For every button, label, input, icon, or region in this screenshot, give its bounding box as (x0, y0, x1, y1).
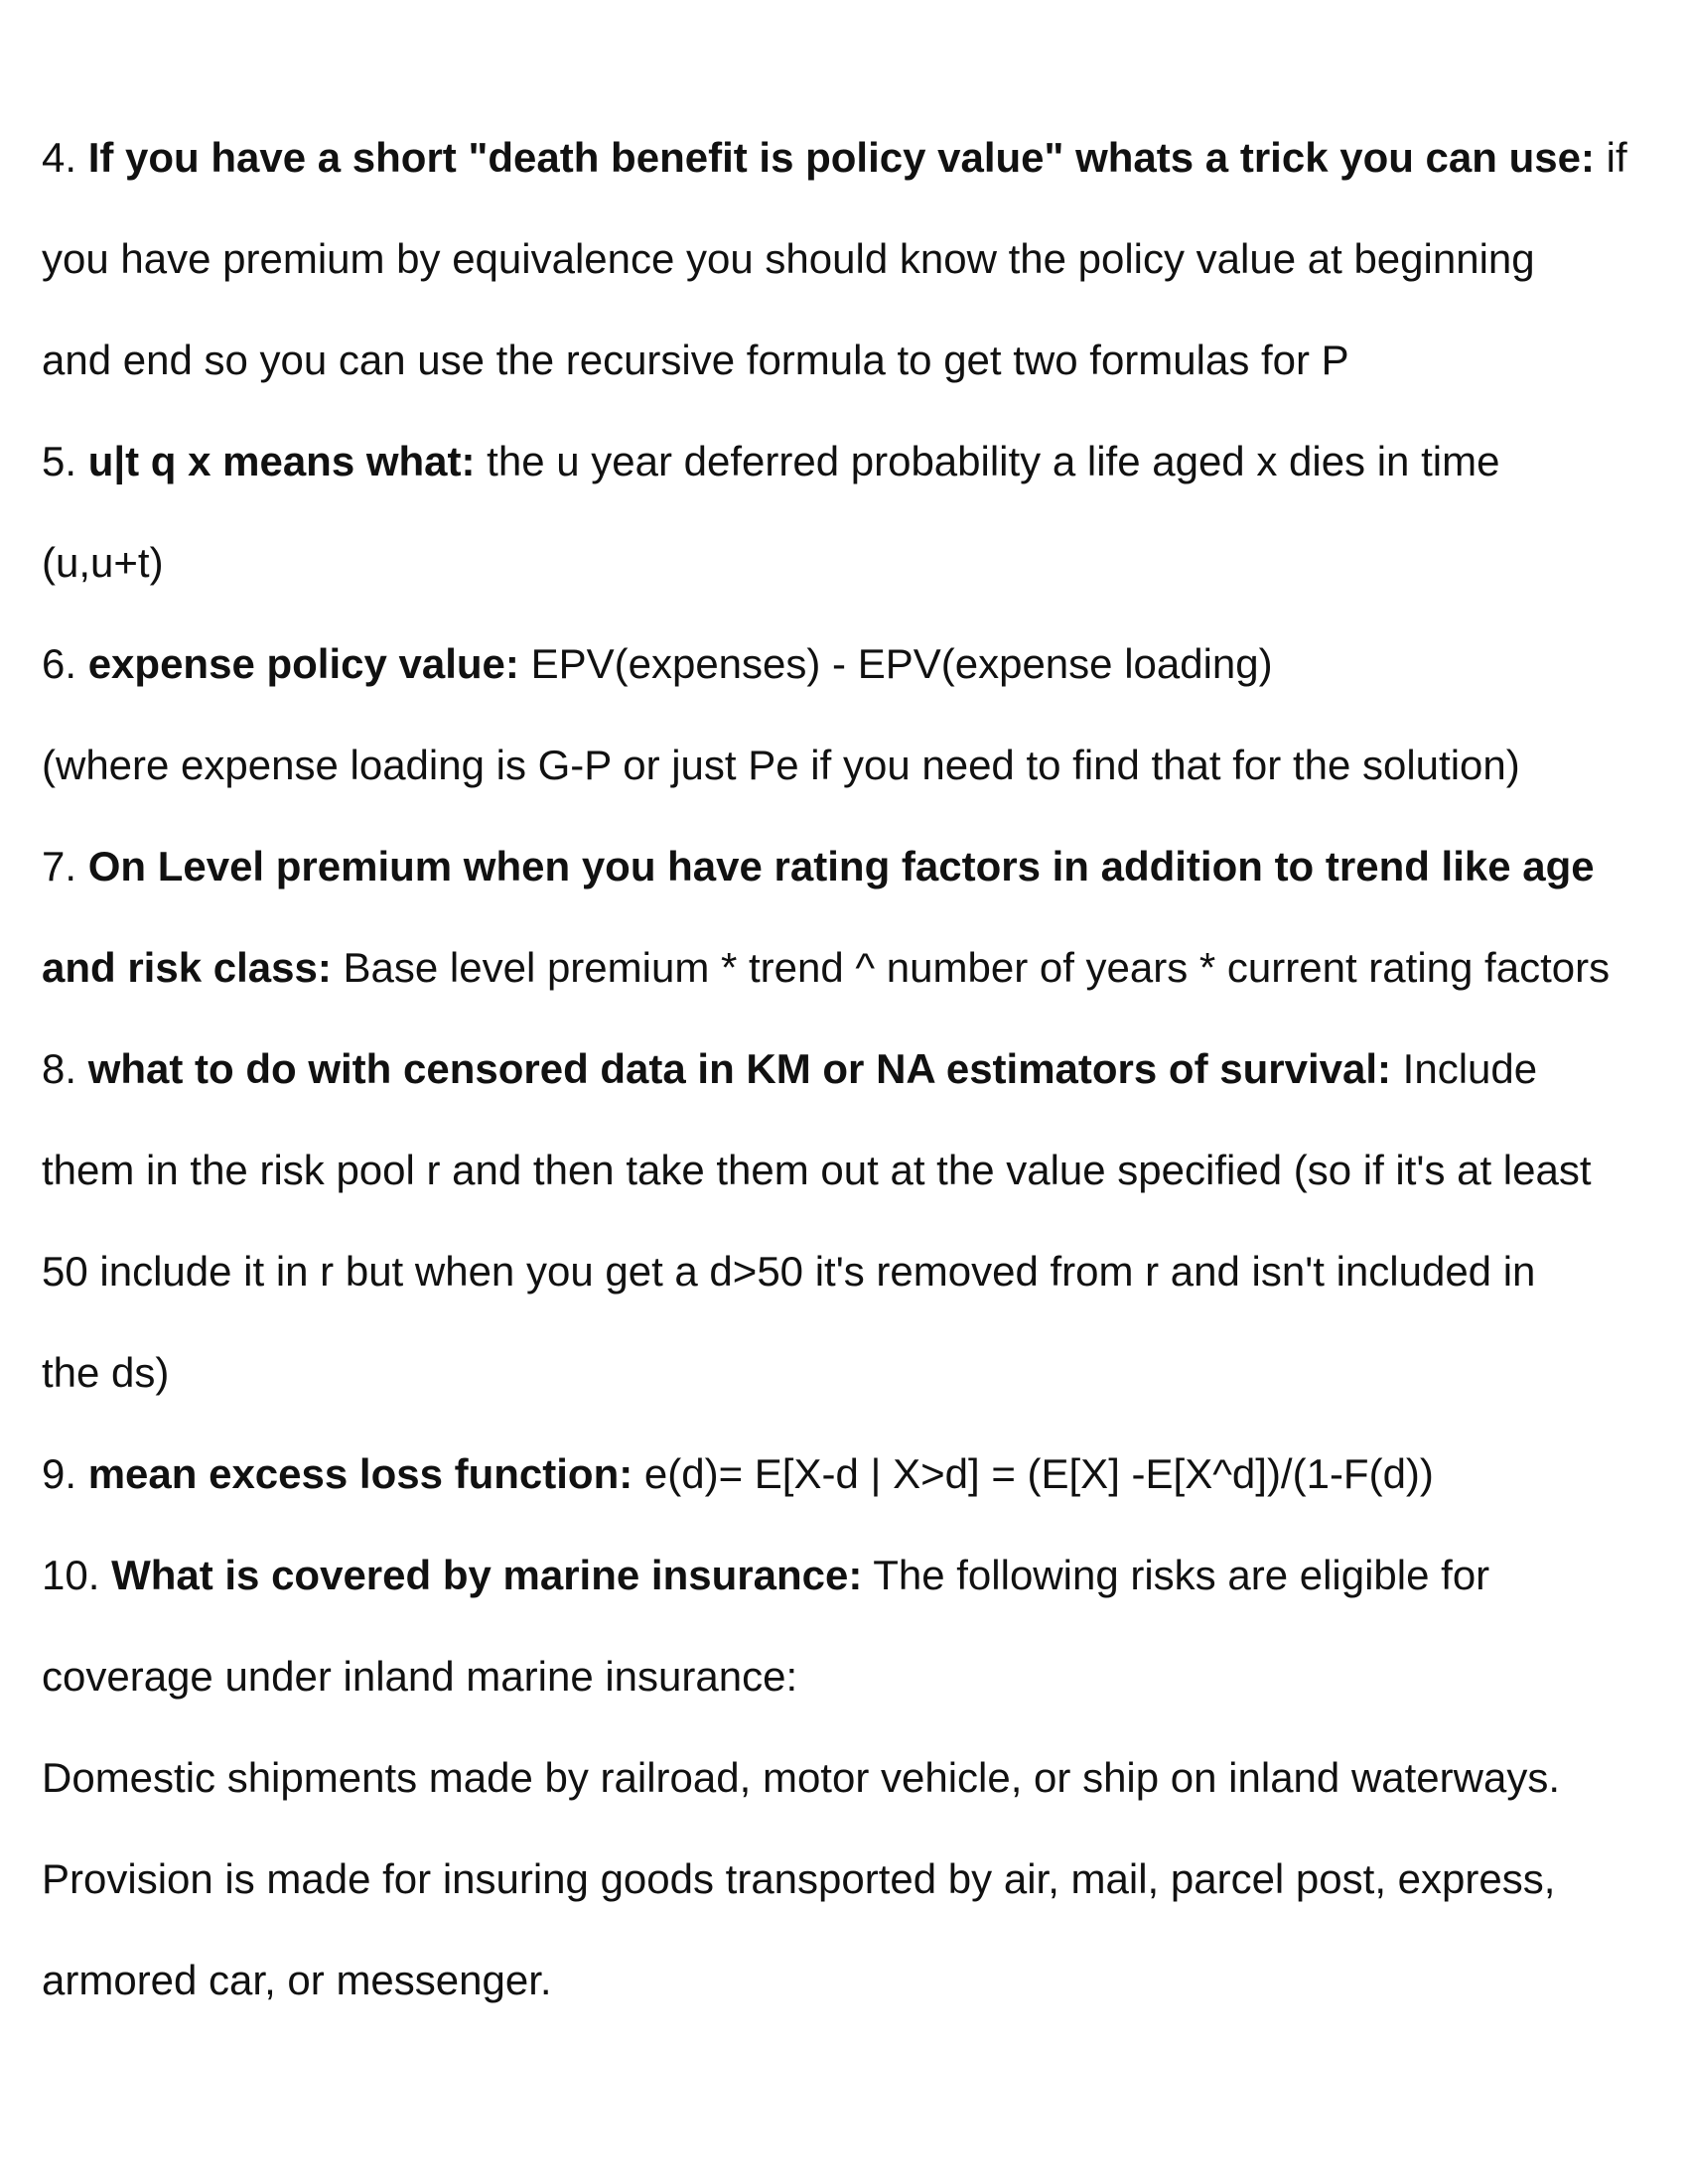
item-question: expense policy value: (87, 640, 519, 687)
item-answer: EPV(expenses) - EPV(expense loading) (518, 640, 1273, 687)
item-answer: the u year deferred probability a life aged x dies in time (475, 438, 1500, 484)
item-10-line-4: Provision is made for insuring goods transported by air, mail, parcel post, express, (42, 1855, 1556, 1902)
item-4-line-1 (42, 119, 1670, 220)
item-8-line-2: them in the risk pool r and then take them out at the value specified (so if it's at least (42, 1147, 1592, 1193)
item-10-line-1 (42, 1537, 1670, 1638)
item-question: On Level premium when you have rating factors in addition to trend like age (87, 843, 1595, 889)
item-7-line-2 (42, 929, 1670, 1030)
item-10-line-2: coverage under inland marine insurance: (42, 1653, 798, 1700)
item-9-line-1 (42, 1435, 1670, 1537)
item-number: 8. (42, 1045, 77, 1092)
item-number: 4. (42, 134, 77, 181)
item-number: 10. (42, 1552, 100, 1598)
item-6-line-2: (where expense loading is G-P or just Pe if you need to find that for the solution) (42, 742, 1520, 788)
item-answer: Include (1391, 1045, 1538, 1092)
flashcard-document (42, 119, 1670, 2043)
item-answer: e(d)= E[X-d | X>d] = (E[X] -E[X^d])/(1-F(d)) (633, 1450, 1434, 1497)
item-answer: The following risks are eligible for (862, 1552, 1490, 1598)
item-number: 5. (42, 438, 77, 484)
item-4-line-3: and end so you can use the recursive formula to get two formulas for P (42, 337, 1349, 383)
item-4-line-2: you have premium by equivalence you should know the policy value at beginning (42, 235, 1535, 282)
item-5-line-1 (42, 423, 1670, 524)
item-question: what to do with censored data in KM or NA estimators of survival: (87, 1045, 1391, 1092)
item-7-line-1 (42, 828, 1670, 929)
item-answer: if (1594, 134, 1627, 181)
item-question: mean excess loss function: (87, 1450, 633, 1497)
item-number: 6. (42, 640, 77, 687)
item-5-line-2: (u,u+t) (42, 539, 164, 586)
item-answer: Base level premium * trend ^ number of years * current rating factors (331, 944, 1611, 991)
item-8-line-4: the ds) (42, 1349, 170, 1396)
item-8-line-1 (42, 1030, 1670, 1132)
item-number: 7. (42, 843, 77, 889)
item-number: 9. (42, 1450, 77, 1497)
item-question: and risk class: (42, 944, 332, 991)
item-question: If you have a short "death benefit is policy value" whats a trick you can use: (87, 134, 1595, 181)
item-8-line-3: 50 include it in r but when you get a d>50 it's removed from r and isn't included in (42, 1248, 1536, 1295)
item-question: u|t q x means what: (87, 438, 476, 484)
item-10-line-3: Domestic shipments made by railroad, motor vehicle, or ship on inland waterways. (42, 1754, 1561, 1801)
item-6-line-1 (42, 625, 1670, 727)
item-question: What is covered by marine insurance: (111, 1552, 863, 1598)
item-10-line-5: armored car, or messenger. (42, 1957, 552, 2003)
